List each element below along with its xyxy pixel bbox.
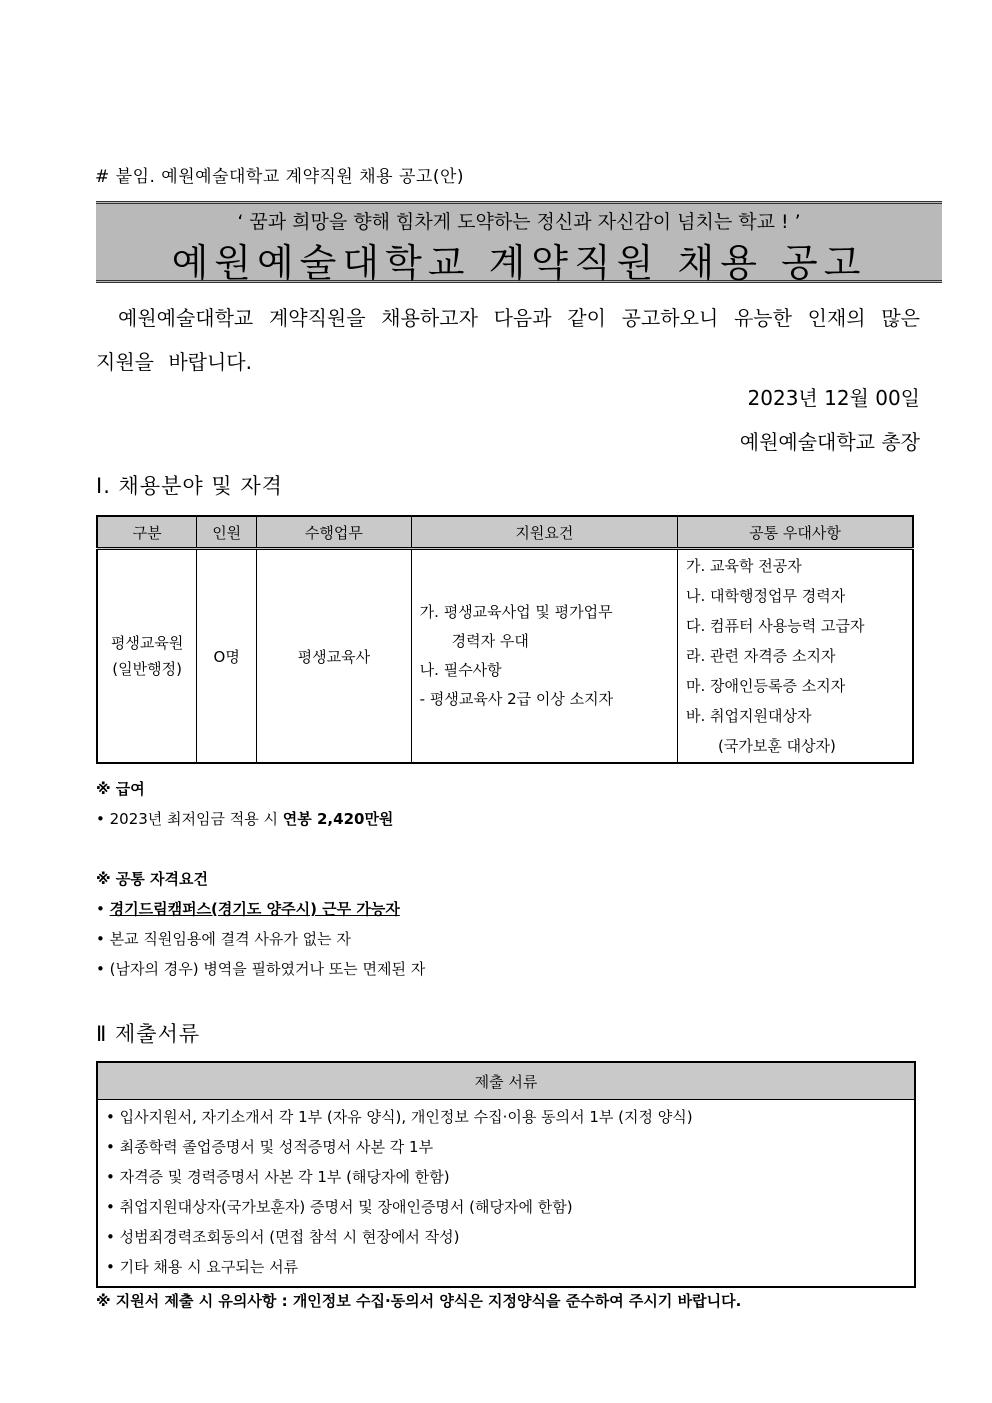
cell-requirements bbox=[411, 549, 677, 764]
list-item: • 최종학력 졸업증명서 및 성적증명서 사본 각 1부 bbox=[106, 1138, 434, 1156]
list-item: • 성범죄경력조회동의서 (면접 참석 시 현장에서 작성) bbox=[106, 1228, 460, 1246]
document-item: 자격증 및 경력증명서 사본 각 1부 (해당자에 한함) bbox=[119, 1168, 450, 1186]
header-duty: 수행업무 bbox=[257, 516, 412, 549]
list-item: • 기타 채용 시 요구되는 서류 bbox=[106, 1258, 299, 1276]
list-item: • 취업지원대상자(국가보훈자) 증명서 및 장애인증명서 (해당자에 한함) bbox=[106, 1198, 573, 1216]
title-banner bbox=[96, 201, 942, 283]
common-item: • 경기드림캠퍼스(경기도 양주시) 근무 가능자 bbox=[96, 900, 400, 918]
footer-note: ※ 지원서 제출 시 유의사항 : 개인정보 수집·동의서 양식은 지정양식을 준수하여 주시기 바랍니다. bbox=[96, 1292, 742, 1310]
benefit-item: 마. 장애인등록증 소지자 bbox=[686, 677, 846, 695]
header-benefits: 공통 우대사항 bbox=[678, 516, 914, 549]
signer: 예원예술대학교 총장 bbox=[739, 430, 920, 454]
benefit-item: 라. 관련 자격증 소지자 bbox=[686, 647, 836, 665]
salary-title: ※ 급여 bbox=[96, 780, 145, 798]
benefit-item: 가. 교육학 전공자 bbox=[686, 557, 802, 575]
slogan: ‘ 꿈과 희망을 향해 힘차게 도약하는 정신과 자신감이 넘치는 학교 ! ’ bbox=[237, 211, 801, 233]
cell-category bbox=[97, 549, 197, 764]
cell-benefits bbox=[678, 549, 914, 764]
documents-list bbox=[97, 1100, 915, 1288]
salary-text: • 2023년 최저임금 적용 시 bbox=[96, 810, 283, 828]
document-item: 기타 채용 시 요구되는 서류 bbox=[119, 1258, 299, 1276]
category-name: 평생교육원 bbox=[110, 634, 184, 652]
document-item: 입사지원서, 자기소개서 각 1부 (자유 양식), 개인정보 수집·이용 동의서 1부 (지정 양식) bbox=[119, 1108, 693, 1126]
section2-title: Ⅱ 제출서류 bbox=[96, 1022, 201, 1046]
header-documents: 제출 서류 bbox=[97, 1062, 915, 1100]
recruitment-table bbox=[96, 515, 914, 764]
document-item: 취업지원대상자(국가보훈자) 증명서 및 장애인증명서 (해당자에 한함) bbox=[119, 1198, 573, 1216]
notice-date: 2023년 12월 00일 bbox=[747, 386, 920, 410]
table-header-row bbox=[97, 516, 913, 549]
benefit-item: 나. 대학행정업무 경력자 bbox=[686, 587, 846, 605]
common-item-text: 경기드림캠퍼스(경기도 양주시) 근무 가능자 bbox=[109, 900, 400, 918]
table-header-row bbox=[97, 1062, 915, 1100]
req-line: 경력자 우대 bbox=[451, 632, 529, 650]
header-count: 인원 bbox=[197, 516, 257, 549]
salary-bullet bbox=[96, 808, 393, 829]
category-type: (일반행정) bbox=[112, 660, 182, 678]
benefit-item: 바. 취업지원대상자 bbox=[686, 707, 812, 725]
document-item: 최종학력 졸업증명서 및 성적증명서 사본 각 1부 bbox=[119, 1138, 434, 1156]
document-item: 성범죄경력조회동의서 (면접 참석 시 현장에서 작성) bbox=[119, 1228, 460, 1246]
documents-table bbox=[96, 1061, 916, 1288]
list-item: • 자격증 및 경력증명서 사본 각 1부 (해당자에 한함) bbox=[106, 1168, 450, 1186]
common-item-text: 본교 직원임용에 결격 사유가 없는 자 bbox=[109, 930, 351, 948]
attachment-line: # 붙임. 예원예술대학교 계약직원 채용 공고(안) bbox=[95, 167, 465, 187]
cell-count: O명 bbox=[197, 549, 257, 764]
common-title: ※ 공통 자격요건 bbox=[96, 870, 208, 888]
list-item: • 입사지원서, 자기소개서 각 1부 (자유 양식), 개인정보 수집·이용 동의서 1부 (지정 양식) bbox=[106, 1108, 693, 1126]
req-line: - 평생교육사 2급 이상 소지자 bbox=[419, 690, 614, 708]
benefit-item: 다. 컴퓨터 사용능력 고급자 bbox=[686, 617, 865, 635]
intro-paragraph: 예원예술대학교 계약직원을 채용하고자 다음과 같이 공고하오니 유능한 인재의 많은 지원을 바랍니다. bbox=[96, 306, 920, 374]
common-item: • (남자의 경우) 병역을 필하였거나 또는 면제된 자 bbox=[96, 960, 426, 978]
header-category: 구분 bbox=[97, 516, 197, 549]
req-line: 가. 평생교육사업 및 평가업무 bbox=[419, 603, 613, 621]
table-row bbox=[97, 549, 913, 764]
common-item-text: (남자의 경우) 병역을 필하였거나 또는 면제된 자 bbox=[109, 960, 426, 978]
common-item: • 본교 직원임용에 결격 사유가 없는 자 bbox=[96, 930, 351, 948]
table-row bbox=[97, 1100, 915, 1288]
cell-duty: 평생교육사 bbox=[257, 549, 412, 764]
benefit-sub: (국가보훈 대상자) bbox=[718, 737, 836, 755]
req-line: 나. 필수사항 bbox=[419, 661, 502, 679]
page-title: 예원예술대학교 계약직원 채용 공고 bbox=[171, 241, 867, 285]
salary-amount: 연봉 2,420만원 bbox=[282, 810, 394, 828]
header-requirements: 지원요건 bbox=[411, 516, 677, 549]
section1-title: Ⅰ. 채용분야 및 자격 bbox=[96, 474, 283, 498]
